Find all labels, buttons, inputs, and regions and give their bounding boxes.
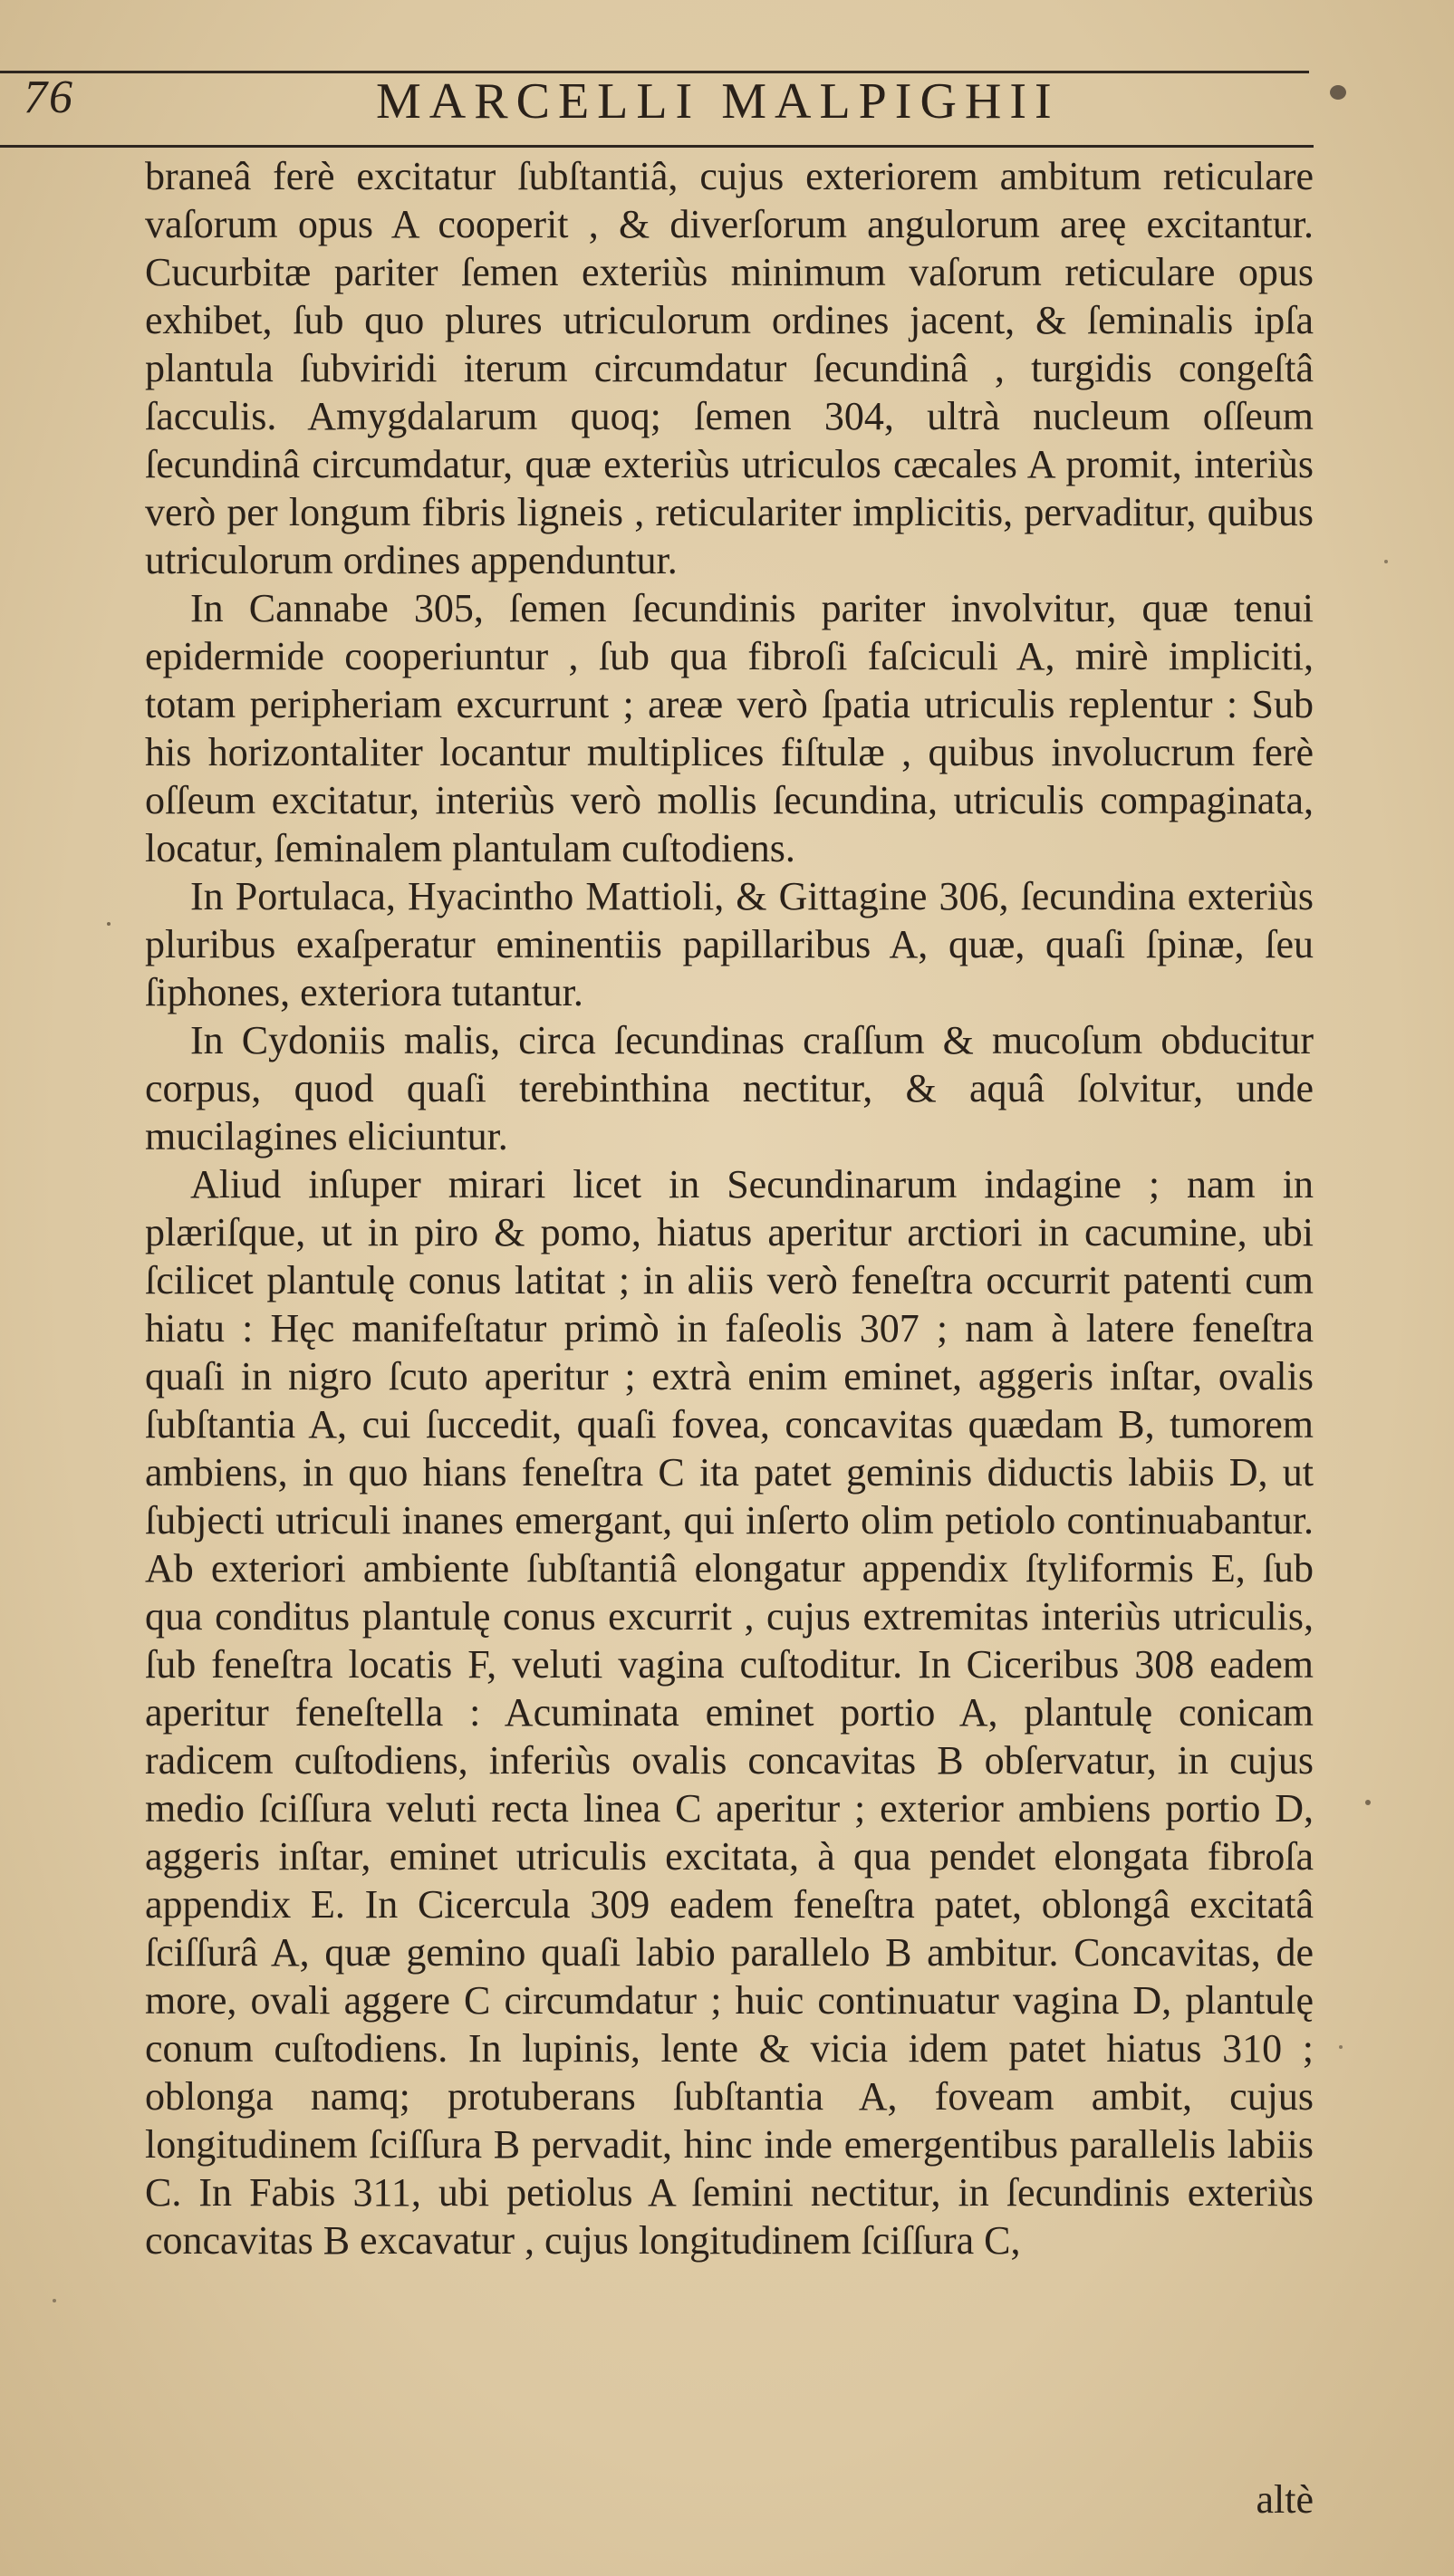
body-text: [145, 152, 1314, 2264]
page-number: 76: [24, 72, 74, 123]
ink-blot: [1330, 85, 1346, 100]
paragraph-3: In Portulaca, Hyacintho Mattioli, & Gittagine 306, ſecundina exteriùs pluribus exaſperatur eminentiis papillaribus A, quæ, quaſi ſpinæ, ſeu ſiphones, exteriora tutantur.: [145, 874, 1314, 1014]
paragraph-5: Aliud inſuper mirari licet in Secundinarum indagine ; nam in plæriſque, ut in piro & pomo, hiatus aperitur arctiori in cacumine, ubi ſcilicet plantulę conus latitat ; in aliis verò feneſtra occurrit patenti cum hiatu : Hęc manifeſtatur primò in faſeolis 307 ; nam à latere feneſtra quaſi in nigro ſcuto aperitur ; extrà enim eminet, aggeris inſtar, ovalis ſubſtantia A, cui ſuccedit, quaſi fovea, concavitas quædam B, tumorem ambiens, in quo hians feneſtra C ita patet geminis diductis labiis D, ut ſubjecti utriculi inanes emergant, qui inſerto olim petiolo continuabantur. Ab exteriori ambiente ſubſtantiâ elongatur appendix ſtyliformis E, ſub qua conditus plantulę conus excurrit , cujus extremitas interiùs utriculis, ſub feneſtra locatis F, veluti vagina cuſtoditur. In Ciceribus 308 eadem aperitur feneſtella : Acuminata eminet portio A, plantulę conicam radicem cuſtodiens, inferiùs ovalis concavitas B obſervatur, in cujus medio ſciſſura veluti recta linea C aperitur ; exterior ambiens portio D, aggeris inſtar, eminet utriculis excitata, à qua pendet elongata fibroſa appendix E. In Cicercula 309 eadem feneſtra patet, oblongâ excitatâ ſciſſurâ A, quæ gemino quaſi labio parallelo B ambitur. Concavitas, de more, ovali aggere C circumdatur ; huic continuatur vagina D, plantulę conum cuſtodiens. In lupinis, lente & vicia idem patet hiatus 310 ; oblonga namq; protuberans ſubſtantia A, foveam ambit, cujus longitudinem ſciſſura B pervadit, hinc inde emergentibus parallelis labiis C. In Fabis 311, ubi petiolus A ſemini nectitur, in ſecundinis exteriùs concavitas B excavatur , cujus longitudinem ſciſſura C,: [145, 1162, 1314, 2263]
running-head: MARCELLI MALPIGHII: [376, 73, 1060, 130]
paragraph-4: In Cydoniis malis, circa ſecundinas craſſum & mucoſum obducitur corpus, quod quaſi terebinthina nectitur, & aquâ ſolvitur, unde mucilagines eliciuntur.: [145, 1018, 1314, 1158]
header-rule: [0, 145, 1314, 148]
paragraph-2: In Cannabe 305, ſemen ſecundinis pariter involvitur, quæ tenui epidermide cooperiuntur , ſub qua fibroſi faſciculi A, mirè impliciti, totam peripheriam excurrunt ; areæ verò ſpatia utriculis replentur : Sub his horizontaliter locantur multiplices fiſtulæ , quibus involucrum ferè oſſeum excitatur, interiùs verò mollis ſecundina, utriculis compaginata, locatur, ſeminalem plantulam cuſtodiens.: [145, 586, 1314, 870]
catchword: altè: [1256, 2477, 1314, 2522]
paragraph-1: braneâ ferè excitatur ſubſtantiâ, cujus exteriorem ambitum reticulare vaſorum opus A cooperit , & diverſorum angulorum areę excitantur. Cucurbitæ pariter ſemen exteriùs minimum vaſorum reticulare opus exhibet, ſub quo plures utriculorum ordines jacent, & ſeminalis ipſa plantula ſubviridi iterum circumdatur ſecundinâ , turgidis congeſtâ ſacculis. Amygdalarum quoq; ſemen 304, ultrà nucleum oſſeum ſecundinâ circumdatur, quæ exteriùs utriculos cæcales A promit, interiùs verò per longum fibris ligneis , reticulariter implicitis, pervaditur, quibus utriculorum ordines appenduntur.: [145, 154, 1314, 582]
